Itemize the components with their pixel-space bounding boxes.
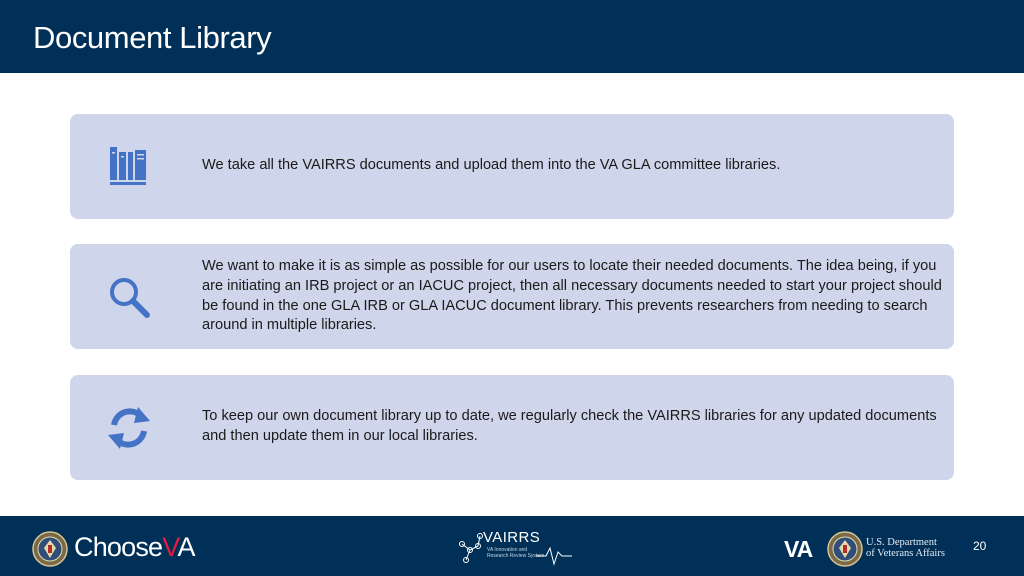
vairrs-name: VAIRRS [483, 529, 541, 546]
department-name-line-1: U.S. Department [866, 537, 937, 548]
va-seal-icon [32, 531, 68, 567]
choose-va-logo-a: A [177, 532, 195, 562]
info-card-locate [70, 244, 954, 349]
va-seal-icon [827, 531, 863, 567]
info-card-upload [70, 114, 954, 219]
choose-va-logo-text: Choose [74, 532, 163, 562]
card-text: To keep our own document library up to date, we regularly check the VAIRRS libraries for any updated documents and then update them in our local libraries. [202, 408, 937, 444]
va-wordmark: VA [784, 536, 813, 562]
card-text: We want to make it is as simple as possible for our users to locate their needed documents. The idea being, if you are initiating an IRB project or an IACUC project, then all necessary documents needed to start your project should be found in the one GLA IRB or GLA IACUC document library. This prevents researchers from needing to search around in multiple libraries. [202, 258, 942, 334]
choose-va-logo [74, 532, 195, 563]
refresh-sync-icon [104, 403, 154, 453]
choose-va-logo-v: V [162, 532, 178, 562]
title-bar [0, 0, 1024, 73]
page-title: Document Library [33, 20, 272, 55]
search-icon [104, 272, 154, 322]
card-text: We take all the VAIRRS documents and upload them into the VA GLA committee libraries. [202, 157, 781, 173]
slide-number: 20 [973, 539, 987, 553]
footer-bar [0, 516, 1024, 576]
info-card-update [70, 375, 954, 480]
vairrs-subtitle: VA Innovation and Research Review System [487, 547, 545, 559]
department-name-line-2: of Veterans Affairs [866, 548, 945, 559]
library-books-icon [104, 142, 154, 192]
